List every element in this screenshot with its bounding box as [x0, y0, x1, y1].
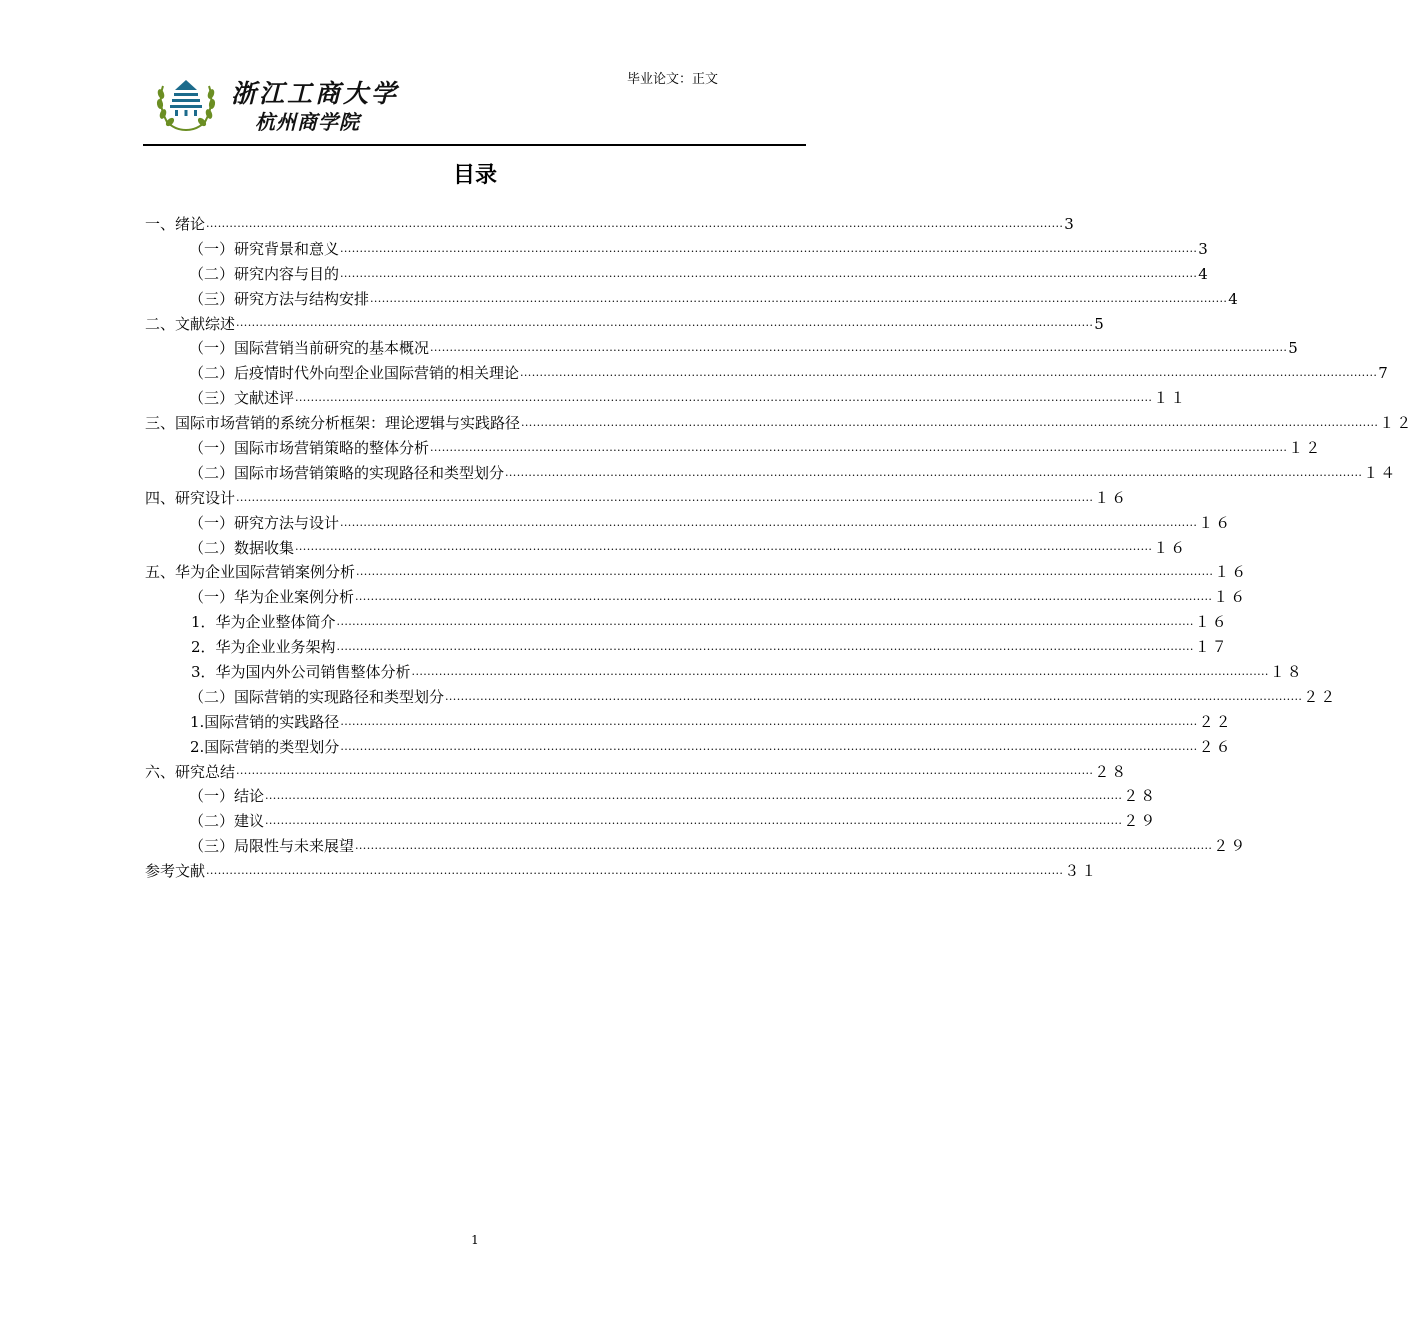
toc-entry-title: 3．华为国内外公司销售整体分析	[191, 663, 411, 682]
page-number: 1	[471, 1233, 479, 1247]
toc-entry-title: 四、研究设计	[145, 488, 236, 507]
toc-entry[interactable]	[145, 809, 1158, 834]
toc-entry-title: 1．华为企业整体简介	[191, 613, 336, 632]
toc-entry-title: （一）国际市场营销策略的整体分析	[189, 439, 430, 457]
toc-dot-leader: ............................................................................................................................................................................................................................	[505, 465, 1363, 479]
toc-dot-leader: ............................................................................................................................................................................................................................	[521, 416, 1379, 430]
toc-entry-title: （二）数据收集	[189, 538, 295, 557]
toc-entry[interactable]	[145, 685, 1338, 710]
toc-entry-page: ２８	[1123, 787, 1158, 806]
toc-entry-page: １６	[1214, 563, 1249, 582]
toc-dot-leader: ............................................................................................................................................................................................................................	[445, 689, 1303, 703]
toc-entry-page: １２	[1288, 439, 1323, 457]
toc-entry[interactable]	[145, 461, 1398, 486]
toc-entry-page: ２９	[1213, 837, 1248, 856]
toc-entry-page: １６	[1094, 488, 1129, 507]
toc-entry[interactable]	[145, 560, 1249, 585]
toc-entry[interactable]	[145, 287, 1240, 312]
toc-entry-title: （一）研究方法与设计	[189, 513, 340, 532]
toc-title: 目录	[452, 163, 497, 188]
toc-dot-leader: ............................................................................................................................................................................................................................	[340, 714, 1198, 728]
toc-entry-page: 3	[1064, 214, 1076, 233]
toc-entry-page: １６	[1213, 588, 1248, 607]
toc-entry-page: １１	[1153, 389, 1188, 408]
toc-entry-title: 六、研究总结	[145, 762, 236, 781]
toc-entry-page: 5	[1288, 339, 1300, 358]
toc-entry-page: １７	[1194, 638, 1229, 657]
toc-entry[interactable]	[145, 610, 1229, 635]
university-name: 浙江工商大学	[231, 79, 400, 108]
toc-dot-leader: ............................................................................................................................................................................................................................	[236, 316, 1094, 330]
toc-entry[interactable]	[145, 760, 1129, 785]
university-logo	[155, 74, 415, 134]
toc-dot-leader: ............................................................................................................................................................................................................................	[340, 241, 1198, 255]
toc-entry-title: （三）局限性与未来展望	[189, 837, 355, 856]
toc-dot-leader: ............................................................................................................................................................................................................................	[295, 540, 1153, 554]
toc-entry-title: （一）华为企业案例分析	[189, 588, 355, 607]
toc-dot-leader: ............................................................................................................................................................................................................................	[206, 216, 1064, 230]
toc-dot-leader: ............................................................................................................................................................................................................................	[236, 490, 1094, 504]
toc-entry-title: （二）国际营销的实现路径和类型划分	[189, 687, 445, 706]
toc-entry-page: 5	[1094, 314, 1106, 333]
toc-entry-page: １６	[1194, 613, 1229, 632]
toc-entry[interactable]	[145, 262, 1210, 287]
toc-entry[interactable]	[145, 660, 1304, 685]
toc-entry-page: 7	[1378, 364, 1390, 383]
toc-dot-leader: ............................................................................................................................................................................................................................	[356, 565, 1214, 579]
toc-entry-title: （二）国际市场营销策略的实现路径和类型划分	[189, 463, 505, 482]
toc-entry-title: 三、国际市场营销的系统分析框架：理论逻辑与实践路径	[145, 414, 521, 433]
toc-dot-leader: ............................................................................................................................................................................................................................	[370, 291, 1228, 305]
toc-dot-leader: ............................................................................................................................................................................................................................	[295, 391, 1153, 405]
toc-dot-leader: ............................................................................................................................................................................................................................	[265, 789, 1123, 803]
toc-entry[interactable]	[145, 635, 1229, 660]
toc-entry-page: ２８	[1094, 762, 1129, 781]
toc-entry[interactable]	[145, 511, 1233, 536]
toc-entry-title: 2.国际营销的类型划分	[190, 737, 340, 756]
toc-entry-title: 一、绪论	[145, 214, 206, 233]
toc-entry[interactable]	[145, 436, 1323, 461]
header-divider	[143, 144, 806, 146]
toc-entry-title: （一）结论	[189, 787, 265, 806]
toc-entry-page: ２９	[1123, 812, 1158, 831]
toc-entry[interactable]	[145, 386, 1188, 411]
toc-entry-page: 4	[1228, 289, 1240, 308]
college-name: 杭州商学院	[255, 110, 360, 134]
university-emblem-icon	[155, 74, 217, 132]
toc-entry-title: 二、文献综述	[145, 314, 236, 333]
toc-entry[interactable]	[145, 784, 1158, 809]
toc-dot-leader: ............................................................................................................................................................................................................................	[411, 664, 1269, 678]
toc-entry-title: 1.国际营销的实践路径	[190, 712, 340, 731]
toc-dot-leader: ............................................................................................................................................................................................................................	[430, 440, 1288, 454]
toc-entry-page: ３１	[1064, 862, 1099, 881]
toc-entry[interactable]	[145, 212, 1076, 237]
toc-entry[interactable]	[145, 536, 1188, 561]
toc-entry-page: ２２	[1198, 712, 1233, 731]
toc-entry-page: 4	[1198, 264, 1210, 283]
toc-entry-page: １４	[1363, 463, 1398, 482]
toc-entry-title: （三）文献述评	[189, 389, 295, 408]
toc-dot-leader: ............................................................................................................................................................................................................................	[340, 515, 1198, 529]
toc-entry-page: 3	[1198, 239, 1210, 258]
toc-dot-leader: ............................................................................................................................................................................................................................	[355, 590, 1213, 604]
toc-entry-page: １２	[1379, 414, 1413, 433]
toc-entry[interactable]	[145, 710, 1233, 735]
toc-dot-leader: ............................................................................................................................................................................................................................	[206, 864, 1064, 878]
toc-entry-title: 参考文献	[145, 862, 206, 881]
toc-dot-leader: ............................................................................................................................................................................................................................	[265, 814, 1123, 828]
toc-entry-title: （二）后疫情时代外向型企业国际营销的相关理论	[189, 364, 520, 383]
toc-dot-leader: ............................................................................................................................................................................................................................	[336, 640, 1194, 654]
toc-entry-title: （二）研究内容与目的	[189, 264, 340, 283]
toc-entry[interactable]	[145, 834, 1248, 859]
toc-entry-page: １６	[1198, 513, 1233, 532]
toc-entry[interactable]	[145, 735, 1233, 760]
toc-entry-title: （一）研究背景和意义	[189, 239, 340, 258]
toc-entry[interactable]	[145, 336, 1300, 361]
toc-dot-leader: ............................................................................................................................................................................................................................	[236, 764, 1094, 778]
toc-dot-leader: ............................................................................................................................................................................................................................	[336, 615, 1194, 629]
toc-entry[interactable]	[145, 312, 1106, 337]
toc-dot-leader: ............................................................................................................................................................................................................................	[340, 266, 1198, 280]
toc-dot-leader: ............................................................................................................................................................................................................................	[355, 839, 1213, 853]
toc-entry-page: ２６	[1198, 737, 1233, 756]
toc-dot-leader: ............................................................................................................................................................................................................................	[430, 341, 1288, 355]
toc-entry-title: （三）研究方法与结构安排	[189, 289, 370, 308]
toc-entry-title: 五、华为企业国际营销案例分析	[145, 563, 356, 582]
toc-entry-title: 2．华为企业业务架构	[191, 638, 336, 657]
toc-entry[interactable]	[145, 237, 1210, 262]
toc-entry-page: ２２	[1303, 687, 1338, 706]
table-of-contents	[145, 212, 1413, 884]
toc-entry-page: １６	[1153, 538, 1188, 557]
toc-entry[interactable]	[145, 486, 1129, 511]
toc-entry[interactable]	[145, 361, 1390, 386]
toc-entry[interactable]	[145, 411, 1413, 436]
toc-entry-title: （一）国际营销当前研究的基本概况	[189, 339, 430, 358]
toc-entry-title: （二）建议	[189, 812, 265, 831]
toc-entry-page: １８	[1269, 663, 1304, 682]
toc-entry[interactable]	[145, 585, 1248, 610]
toc-dot-leader: ............................................................................................................................................................................................................................	[340, 739, 1198, 753]
toc-entry[interactable]	[145, 859, 1099, 884]
header-label: 毕业论文：正文	[627, 72, 719, 87]
toc-dot-leader: ............................................................................................................................................................................................................................	[520, 366, 1378, 380]
